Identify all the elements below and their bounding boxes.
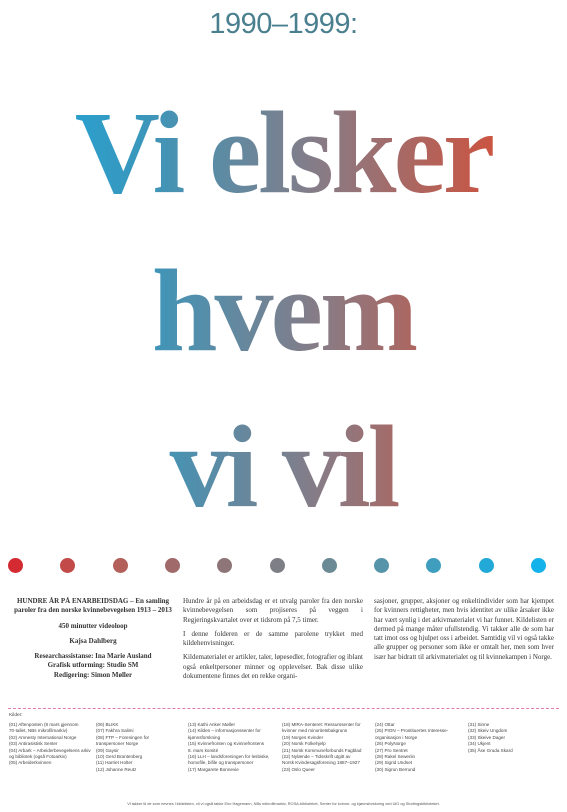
source-item: (33) Skeive Dager [468, 734, 506, 740]
intro-column [183, 597, 363, 686]
decorative-dot [8, 558, 23, 573]
source-item: kjønnsforskning [188, 734, 221, 740]
source-item: (09) Gaysir [96, 747, 119, 753]
source-item: (18) MIRA-Senteret: Ressurssenter for [282, 722, 361, 727]
thanks-paragraph: sasjoner, grupper, aksjoner og enkeltindivider som har kjempet for kvinners rettigheter, men hvis identitet av ulike årsaker ikke har vært synlig i det arkivmaterialet vi har funnet. Kildelisten er dermed på mange måter ufullstendig. Vi takker alle de som har tatt imot oss og hjulpet oss i arbeidet. Samtidig vil vi også takke alle grupper og personer som ikke er omtalt her, men som hver især har bidratt til arkivmaterialet og til kvinnekampen i Norge. [374, 597, 554, 661]
sources-column-4 [282, 722, 361, 773]
decorative-dot [60, 558, 75, 573]
source-item: (11) Harriet Holter [96, 760, 133, 766]
source-item: (05) Arbeiderkvinnen [9, 760, 52, 766]
decorative-dot [374, 558, 389, 573]
dashed-divider [8, 708, 559, 709]
source-item: (32) Skeiv Ungdom [468, 728, 508, 734]
source-item: (21) Norsk Kommuneforbunds Fagblad [282, 747, 362, 753]
sources-column-5 [375, 722, 448, 773]
decorative-dot [217, 558, 232, 573]
source-item: 70-tallet, NBs mikrofilmarkiv) [9, 728, 68, 734]
intro-paragraph-3: Kildematerialet er artikler, taler, løpesedler, fotografier og iblant også enkeltpersoner minner og opplevelser. Bak disse ulike dokumentene finnes det en rekke organi- [183, 653, 363, 681]
source-item: organisasjon i Norge [375, 734, 418, 740]
source-item: homofile, bifile og transpersoner [188, 760, 254, 766]
source-item: (02) Amnesty International Norge [9, 734, 77, 740]
source-item: (16) LLH – landsforeningen for lesbiske, [188, 754, 270, 760]
decorative-dot [113, 558, 128, 573]
intro-paragraph-1: Hundre år på en arbeidsdag er et utvalg paroler fra den norske kvinnebevegelsen som projiseres på veggen i Regjeringskvartalet over et tidsrom på 7,5 timer. [183, 597, 363, 624]
source-item: (34) Ukjent [468, 741, 491, 747]
source-item: (07) Fakhra Salimi [96, 728, 134, 734]
headline-line-3: vi vil [0, 402, 567, 532]
headline-line-2: hvem [0, 246, 567, 376]
source-item: (08) FTP – Foreningen for [96, 734, 150, 740]
thanks-column [374, 597, 554, 667]
sources-label: Kilder: [9, 713, 23, 718]
source-item: kvinner med minoritetsbakgrunn [282, 728, 348, 734]
headline-line-1: Vi elsker [0, 88, 567, 218]
source-item: (13) Kathi Anker Møller [188, 722, 235, 727]
decorative-dot [531, 558, 546, 573]
source-item: (22) Nylænde – Tidsskrift utgitt av [282, 754, 351, 760]
work-duration: 450 minutter videoloop [58, 621, 128, 630]
intro-paragraph-2: I denne folderen er de samme parolene trykket med kildehenvisninger. [183, 629, 363, 648]
sources-column-3 [188, 722, 269, 773]
source-item: (04) Arbark – Arbeiderbevegelsens arkiv [9, 747, 91, 753]
credits-column [8, 597, 178, 680]
source-item: og bibliotek (også Fotoarkiv) [9, 754, 67, 760]
source-item: (27) Pro Sentret [375, 747, 408, 753]
source-item: (24) Ottar [375, 722, 395, 727]
decorative-dot [165, 558, 180, 573]
source-item: (10) Gerd Brantenberg [96, 754, 143, 760]
dot-row [0, 558, 567, 578]
credit-design: Grafisk utforming: Studio SM [47, 661, 139, 670]
source-item: (03) Antirasistisk Senter [9, 741, 58, 747]
source-item: (28) Rakel Seweriin [375, 754, 416, 760]
source-item: 8. mars komité [188, 747, 219, 753]
work-title: HUNDRE ÅR PÅ ENARBEIDSDAG – En samling paroler fra den norske kvinnebevegelsen 1913 – 2013 [14, 597, 172, 615]
decorative-dot [479, 558, 494, 573]
source-item: transpersoner Norge [96, 741, 139, 747]
source-item: (35) Åse Gruda Skard [468, 747, 513, 753]
footer-note: Vi takker til de som nevnes i kildelisten, vil vi også takke Eiro Hagemann, NBs mikrofilmarkiv, ROSA-biblioteket, Senter for kvinne- og kjønnsforskning ved UiO og Stortingsbiblioteket. [127, 801, 440, 806]
source-item: (20) Norsk Folkehjelp [282, 741, 326, 747]
source-item: (01) Aftenposten (8 mars gjennom [9, 722, 79, 727]
decorative-dot [426, 558, 441, 573]
source-item: (30) Sigrun Berrund [375, 766, 416, 772]
sources-column-1 [9, 722, 91, 767]
sources-column-2 [96, 722, 149, 773]
source-item: (29) Sigrid Undset [375, 760, 413, 766]
credit-research: Researchassistanse: Ina Marie Ausland [34, 652, 152, 661]
source-item: (26) PolyNorge [375, 741, 406, 747]
source-item: (14) Kilden – informasjonssenter for [188, 728, 261, 734]
decorative-dot [270, 558, 285, 573]
source-item: (19) Norges Kvinder [282, 734, 324, 740]
year-heading: 1990–1999: [209, 8, 358, 40]
source-item: (25) PION – Prostituertes Interesse- [375, 728, 449, 734]
source-item: (15) Kvinnefronten og Kvinnefrontens [188, 741, 265, 747]
source-item: (31) Sinne [468, 722, 490, 727]
source-item: Norsk Kvindesagsforening 1887–1927 [282, 760, 360, 766]
source-item: (23) Oslo Queer [282, 766, 315, 772]
artist-name: Kajsa Dahlberg [69, 636, 117, 645]
source-item: (06) BLIKK [96, 722, 119, 727]
source-item: (12) Johanne Reutz [96, 766, 137, 772]
source-item: (17) Margarete Bonnevie [188, 766, 239, 772]
sources-column-6 [468, 722, 513, 754]
credit-editing: Redigering: Simon Møller [53, 670, 133, 679]
decorative-dot [322, 558, 337, 573]
